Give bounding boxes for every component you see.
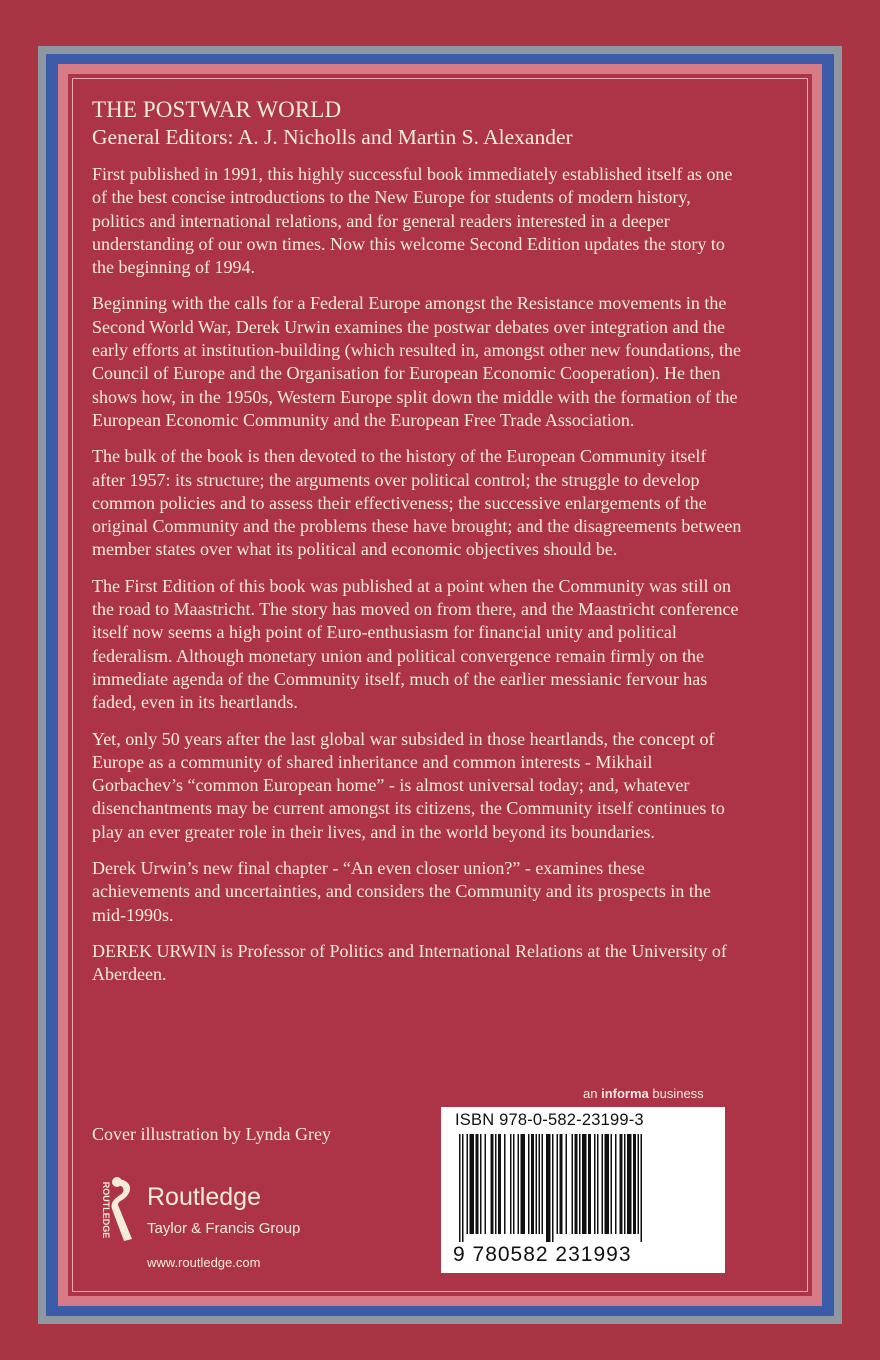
informa-brand: informa [601,1086,649,1101]
publisher-group: Taylor & Francis Group [147,1220,301,1237]
series-editors: General Editors: A. J. Nicholls and Martin S. Alexander [92,125,573,149]
blurb-paragraph-4: The First Edition of this book was published at a point when the Community was still on the road to Maastricht. The story has moved on from there, and the Maastricht conference itself now seems a high point of Euro-enthusiasm for financial unity and political federalism. Although monetary union and political convergence remain firmly on the immediate agenda of the Community itself, much of the earlier messianic fervour has faded, even in its heartlands. [92,575,739,713]
isbn-label: ISBN 978-0-582-23199-3 [455,1111,644,1129]
barcode-icon [459,1134,707,1242]
routledge-logo-icon [92,1173,136,1247]
blurb-paragraph-1: First published in 1991, this highly successful book immediately established itself as one of the best concise introductions to the New Europe for students of modern history, politics and international relations, and for general readers interested in a deeper understanding of our own times. Now this welcome Second Edition updates the story to the beginning of 1994. [92,164,733,278]
blurb-paragraph-6: Derek Urwin’s new final chapter - “An even closer union?” - examines these achievements and uncertainties, and considers the Community and its prospects in the mid-1990s. [92,858,711,925]
cover-credit: Cover illustration by Lynda Grey [92,1124,331,1144]
publisher-name: Routledge [147,1183,261,1211]
blurb-paragraph-5: Yet, only 50 years after the last global war subsided in those heartlands, the concept of Europe as a community of shared inheritance and common interests - Mikhail Gorbachev’s “common European home” - is almost universal today; and, whatever disenchantments may be current amongst its citizens, the Community itself continues to play an ever greater role in their lives, and in the world beyond its boundaries. [92,728,725,842]
informa-prefix: an [583,1086,602,1101]
author-bio: DEREK URWIN is Professor of Politics and International Relations at the University of Aberdeen. [92,940,727,985]
routledge-vertical-label: ROUTLEDGE [101,1181,111,1239]
informa-tagline [583,1086,704,1101]
blurb-paragraph-3: The bulk of the book is then devoted to the history of the European Community itself after 1957: its structure; the arguments over political control; the struggle to develop common policies and to assess their effectiveness; the successive enlargements of the original Community and the problems these have brought; and the disagreements between member states over what its political and economic objectives should be. [92,446,742,560]
back-cover-text [92,96,742,1000]
blurb-paragraph-2: Beginning with the calls for a Federal Europe amongst the Resistance movements in the Second World War, Derek Urwin examines the postwar debates over integration and the early efforts at institution-building (which resulted in, amongst other new foundations, the Council of Europe and the Organisation for European Economic Cooperation). He then shows how, in the 1950s, Western Europe split down the middle with the formation of the European Economic Community and the European Free Trade Association. [92,293,742,430]
publisher-url[interactable]: www.routledge.com [147,1255,261,1270]
series-title: THE POSTWAR WORLD [92,97,342,122]
barcode-panel [441,1107,725,1273]
informa-suffix: business [648,1086,704,1101]
barcode-number: 9 780582 231993 [453,1243,632,1266]
